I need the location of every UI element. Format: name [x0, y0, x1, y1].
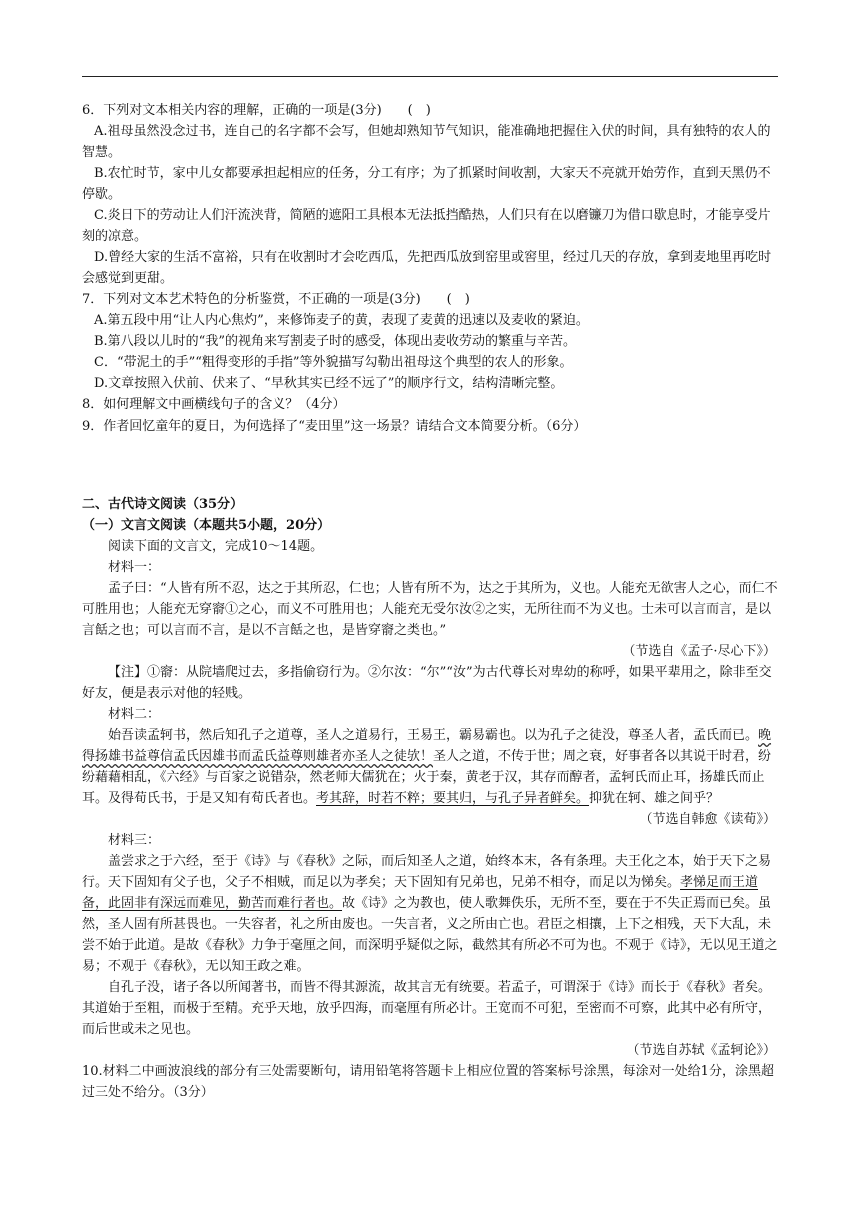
q7-option-c: C．“带泥土的手”“粗得变形的手指”等外貌描写勾勒出祖母这个典型的农人的形象。 — [94, 355, 573, 370]
material-2-text — [82, 725, 780, 809]
annotation-note: 【注】①窬：从院墙爬过去，多指偷窃行为。②尔汝：“尔”“汝”为古代尊长对卑幼的称呼，如果平辈用之，除非至交好友，便是表示对他的轻贱。 — [82, 665, 772, 701]
material-3-part-b: 故《诗》之为教也，使人歌舞佚乐，无所不至，要在于不失正焉而已矣。虽然，圣人固有所甚畏也。一失容者，礼之所由废也。一失言者，义之所由亡也。君臣之相攘，上下之相残，天下大乱，未尝不始于此道。是故《春秋》力争于毫厘之间，而深明乎疑似之际，截然其有所必不可为也。不观于《诗》，无以见王道之易；不观于《春秋》，无以知王政之难。 — [82, 896, 778, 974]
q8: 8．如何理解文中画横线句子的含义？（4分） — [82, 397, 346, 412]
q6-option-a: A.祖母虽然没念过书，连自己的名字都不会写，但她却熟知节气知识，能准确地把握住入伏的时间，具有独特的农人的智慧。 — [82, 124, 771, 160]
instruction: 阅读下面的文言文，完成10～14题。 — [108, 539, 324, 554]
q6-option-c: C.炎日下的劳动让人们汗流浃背，简陋的遮阳工具根本无法抵挡酷热，人们只有在以磨镰刀为借口歇息时，才能享受片刻的凉意。 — [82, 208, 771, 244]
question-6 — [82, 100, 780, 289]
material-1-label: 材料一： — [108, 560, 161, 575]
q6-option-b: B.农忙时节，家中儿女都要承担起相应的任务，分工有序；为了抓紧时间收割，大家天不亮就开始劳作，直到天黑仍不停歇。 — [82, 166, 771, 202]
material-2-label: 材料二： — [108, 707, 161, 722]
question-9 — [82, 416, 780, 437]
material-3-source: （节选自苏轼《孟轲论》） — [626, 1043, 776, 1058]
q6-option-d: D.曾经大家的生活不富裕，只有在收割时才会吃西瓜，先把西瓜放到窑里或窖里，经过几天的存放，拿到麦地里再吃时会感觉到更甜。 — [82, 250, 772, 286]
material-3-text-2: 自孔子没，诸子各以所闻著书，而皆不得其源流，故其言无有统要。若孟子，可谓深于《诗》而长于《春秋》者矣。其道始于至粗，而极于至精。充乎天地，放乎四海，而毫厘有所必计。王宽而不可犯，至密而不可察，此其中必有所守，而后世或未之见也。 — [82, 980, 772, 1037]
question-7 — [82, 289, 780, 415]
underlined-sentence-2: 孝悌足而王道备，此固非有深远而难见，勤苦而难行者也。 — [82, 875, 759, 911]
section-2 — [82, 494, 780, 1103]
material-2-part-b: 圣人之道，不传于世；周之衰，好事者各以其说干时君，纷纷藉藉相乱，《六经》与百家之说错杂，然老师大儒犹在；火于秦，黄老于汉，其存而醇者，孟轲氏而止耳，扬雄氏而止耳。及得荀氏书，于是又知有荀氏者也。 — [82, 749, 772, 806]
material-3-part-a: 盖尝求之于六经，至于《诗》与《春秋》之际，而后知圣人之道，始终本末，各有条理。夫王化之本，始于天下之易行。天下固知有父子也，父子不相贼，而足以为孝矣；天下固知有兄弟也，兄弟不相夺，而足以为悌矣。 — [82, 854, 772, 890]
header-rule — [82, 76, 778, 77]
q7-option-a: A.第五段中用“让人内心焦灼”，来修饰麦子的黄，表现了麦黄的迅速以及麦收的紧迫。 — [94, 313, 589, 328]
subsection-title: （一）文言文阅读（本题共5小题，20分） — [82, 518, 331, 533]
q10: 10.材料二中画波浪线的部分有三处需要断句，请用铅笔将答题卡上相应位置的答案标号涂黑，每涂对一处给1分，涂黑超过三处不给分。（3分） — [82, 1064, 774, 1100]
section-title: 二、古代诗文阅读（35分） — [82, 497, 244, 512]
material-2-source: （节选自韩愈《读荀》） — [639, 812, 776, 827]
q7-option-d: D.文章按照入伏前、伏来了、“早秋其实已经不远了”的顺序行文，结构清晰完整。 — [94, 376, 564, 391]
material-1-source: （节选自《孟子·尽心下》） — [622, 644, 776, 659]
q6-stem: 6．下列对文本相关内容的理解，正确的一项是(3分) ( ) — [82, 103, 431, 118]
material-3-text — [82, 851, 780, 977]
material-2-part-c: 抑犹在轲、雄之间乎？ — [589, 791, 720, 806]
underlined-sentence: 考其辞，时若不粹；要其归，与孔子异者鲜矣。 — [316, 791, 590, 806]
material-2-part-a: 始吾读孟轲书，然后知孔子之道尊，圣人之道易行，王易王，霸易霸也。以为孔子之徒没，尊圣人者，孟氏而已。 — [108, 728, 759, 743]
q7-option-b: B.第八段以儿时的“我”的视角来写割麦子时的感受，体现出麦收劳动的繁重与辛苦。 — [94, 334, 576, 349]
q7-stem: 7．下列对文本艺术特色的分析鉴赏，不正确的一项是(3分) ( ) — [82, 292, 470, 307]
material-1-text: 孟子曰：“人皆有所不忍，达之于其所忍，仁也；人皆有所不为，达之于其所为，义也。人能充无欲害人之心，而仁不可胜用也；人能充无穿窬①之心，而义不可胜用也；人能充无受尔汝②之实，无所往而不为义也。士未可以言而言，是以言餂之也；可以言而不言，是以不言餂之也，是皆穿窬之类也。” — [82, 581, 778, 638]
material-3-label: 材料三： — [108, 833, 161, 848]
wavy-underlined-passage: 晚得扬雄书益尊信孟氏因雄书而孟氏益尊则雄者亦圣人之徒欤！ — [82, 728, 772, 764]
q9: 9．作者回忆童年的夏日，为何选择了“麦田里”这一场景？请结合文本简要分析。（6分） — [82, 419, 587, 434]
